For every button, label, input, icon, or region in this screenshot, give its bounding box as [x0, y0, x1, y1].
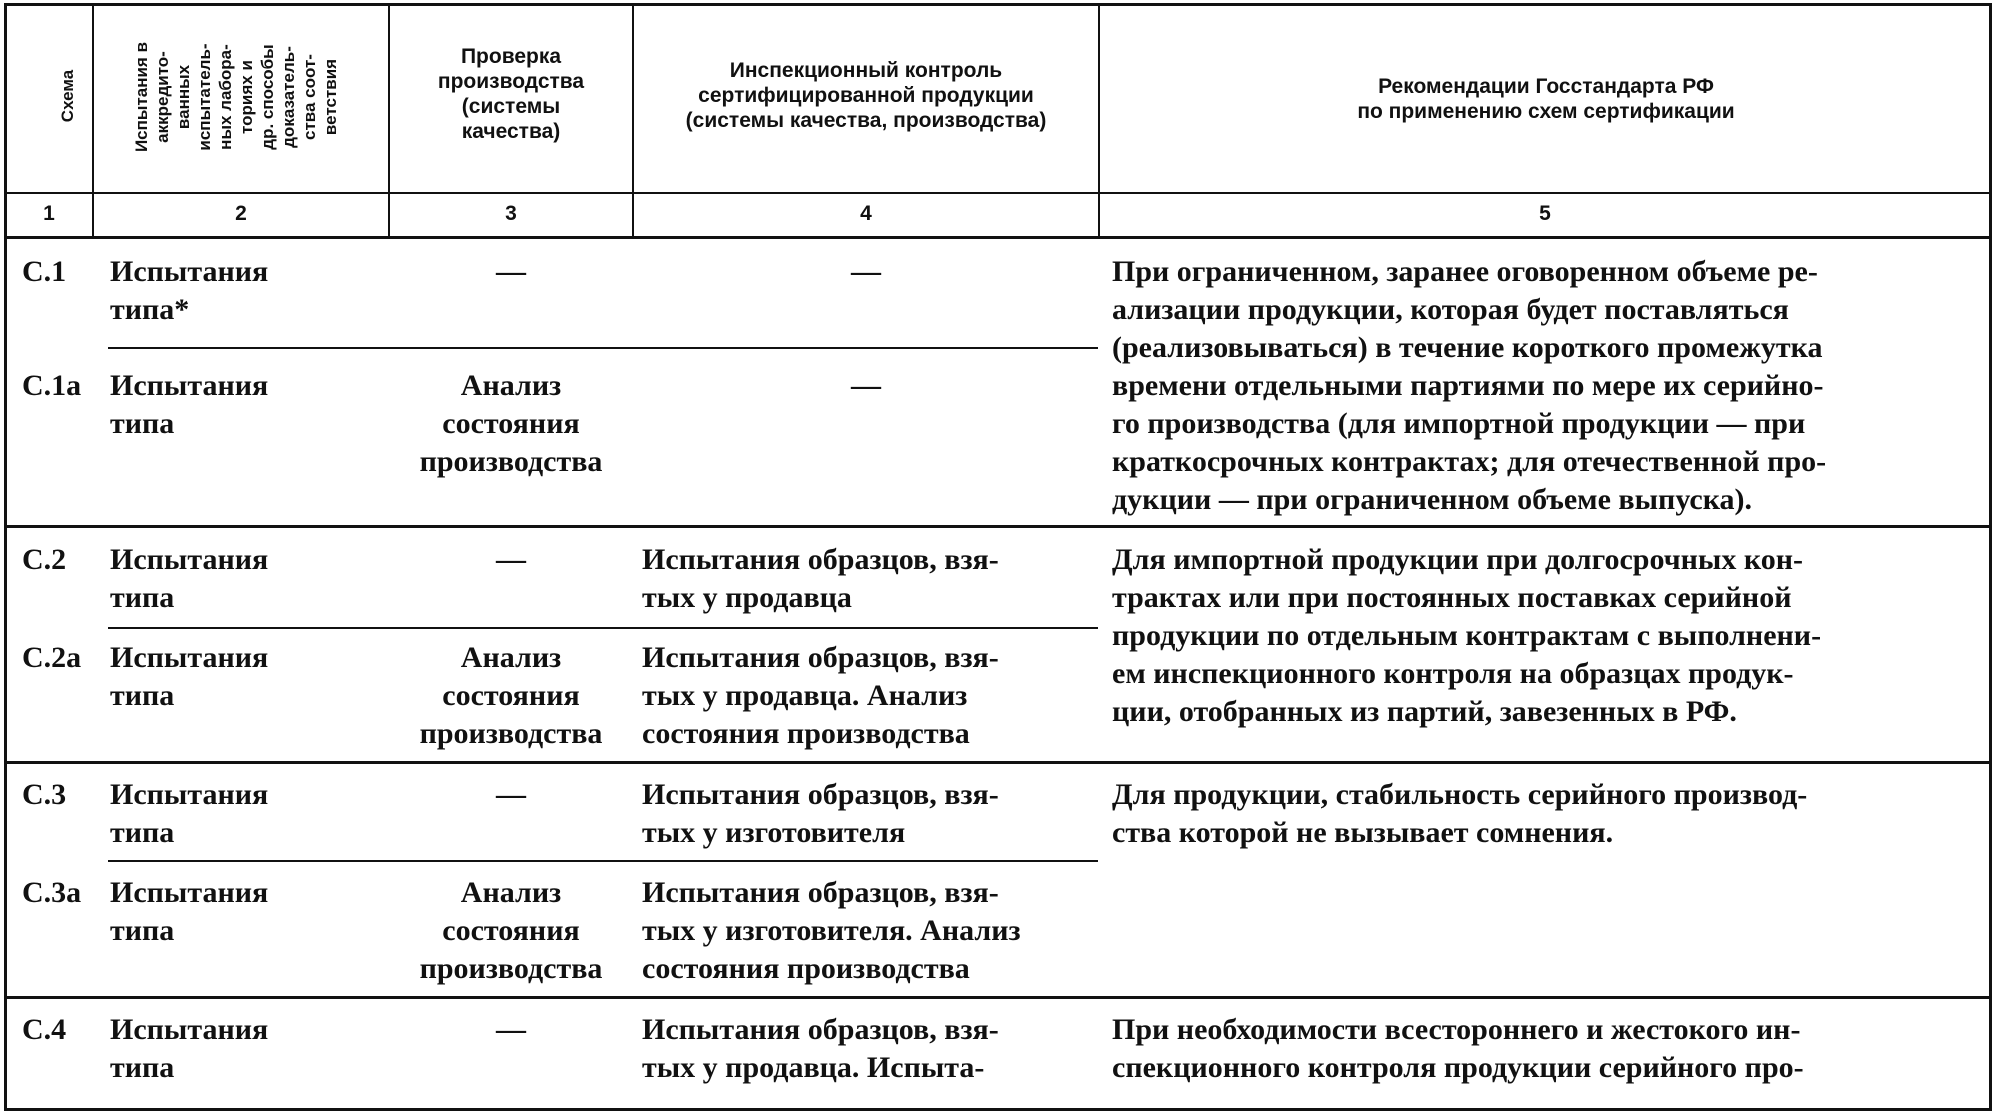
group1-bottom-rule — [4, 525, 1992, 528]
col-number-3: 3 — [505, 202, 517, 225]
recommendation-c1: При ограниченном, заранее оговоренном объеме ре- ализации продукции, которая будет поставляться (реализовываться) в течение короткого промежутка времени отдельными партиями по мере их серийно- го производства (для импортной продукции — при краткосрочных контрактах; для отечественной про- дукции — при ограниченном объеме выпуска). — [1112, 255, 1827, 516]
tests-c3: Испытания типа — [110, 778, 269, 849]
row-c3-divider — [108, 860, 1098, 862]
production-c1a: Анализ состояния производства — [419, 369, 603, 478]
tests-c4: Испытания типа — [110, 1013, 269, 1084]
inspection-c1a: — — [851, 369, 881, 402]
col-number-1: 1 — [43, 202, 55, 225]
tests-c2: Испытания типа — [110, 543, 269, 614]
scheme-c1: С.1 — [22, 255, 67, 288]
inspection-c2: Испытания образцов, взя- тых у продавца — [642, 543, 999, 614]
scheme-c3a: С.3а — [22, 876, 82, 909]
tests-c1: Испытания типа* — [110, 255, 269, 326]
production-c2a: Анализ состояния производства — [419, 641, 603, 750]
scheme-c1a: С.1а — [22, 369, 82, 402]
header-production-check: Проверка производства (системы качества) — [437, 45, 585, 143]
tests-c2a: Испытания типа — [110, 641, 269, 712]
scheme-c3: С.3 — [22, 778, 67, 811]
recommendation-c3: Для продукции, стабильность серийного производ- ства которой не вызывает сомнения. — [1112, 778, 1808, 849]
production-c3a: Анализ состояния производства — [419, 876, 603, 985]
row-c1-divider — [108, 347, 1098, 349]
numbers-bottom-rule — [4, 236, 1992, 239]
header-tests: Испытания в аккредито- ванных испытатель- ных лабора- ториях и др. способы доказатель- ства соот- ветствия — [132, 41, 340, 153]
header-inspection-control: Инспекционный контроль сертифицированной продукции (системы качества, производства) — [685, 59, 1047, 132]
production-c1: — — [496, 255, 526, 288]
production-c3: — — [496, 778, 526, 811]
col-number-2: 2 — [235, 202, 247, 225]
header-recommendations: Рекомендации Госстандарта РФ по применению схем сертификации — [1357, 75, 1735, 123]
inspection-c3a: Испытания образцов, взя- тых у изготовителя. Анализ состояния производства — [642, 876, 1021, 985]
scheme-c2a: С.2а — [22, 641, 82, 674]
tests-c1a: Испытания типа — [110, 369, 269, 440]
inspection-c4: Испытания образцов, взя- тых у продавца. Испыта- — [642, 1013, 999, 1084]
scheme-c2: С.2 — [22, 543, 67, 576]
row-c2-divider — [108, 627, 1098, 629]
inspection-c3: Испытания образцов, взя- тых у изготовителя — [642, 778, 999, 849]
scheme-c4: С.4 — [22, 1013, 67, 1046]
inspection-c2a: Испытания образцов, взя- тых у продавца. Анализ состояния производства — [642, 641, 999, 750]
production-c2: — — [496, 543, 526, 576]
tests-c3a: Испытания типа — [110, 876, 269, 947]
group2-bottom-rule — [4, 761, 1992, 764]
col-number-4: 4 — [860, 202, 872, 225]
col-number-5: 5 — [1539, 202, 1551, 225]
header-bottom-rule — [4, 192, 1992, 194]
production-c4: — — [496, 1013, 526, 1046]
group3-bottom-rule — [4, 996, 1992, 999]
inspection-c1: — — [851, 255, 881, 288]
recommendation-c2: Для импортной продукции при долгосрочных кон- трактах или при постоянных поставках серийной продукции по отдельным контрактам с выполнени- ем инспекционного контроля на образцах продук- ции, отобранных из партий, завезенных в РФ. — [1112, 543, 1822, 728]
recommendation-c4: При необходимости всестороннего и жестокого ин- спекционного контроля продукции серийного про- — [1112, 1013, 1804, 1084]
header-scheme: Схема — [58, 69, 77, 123]
